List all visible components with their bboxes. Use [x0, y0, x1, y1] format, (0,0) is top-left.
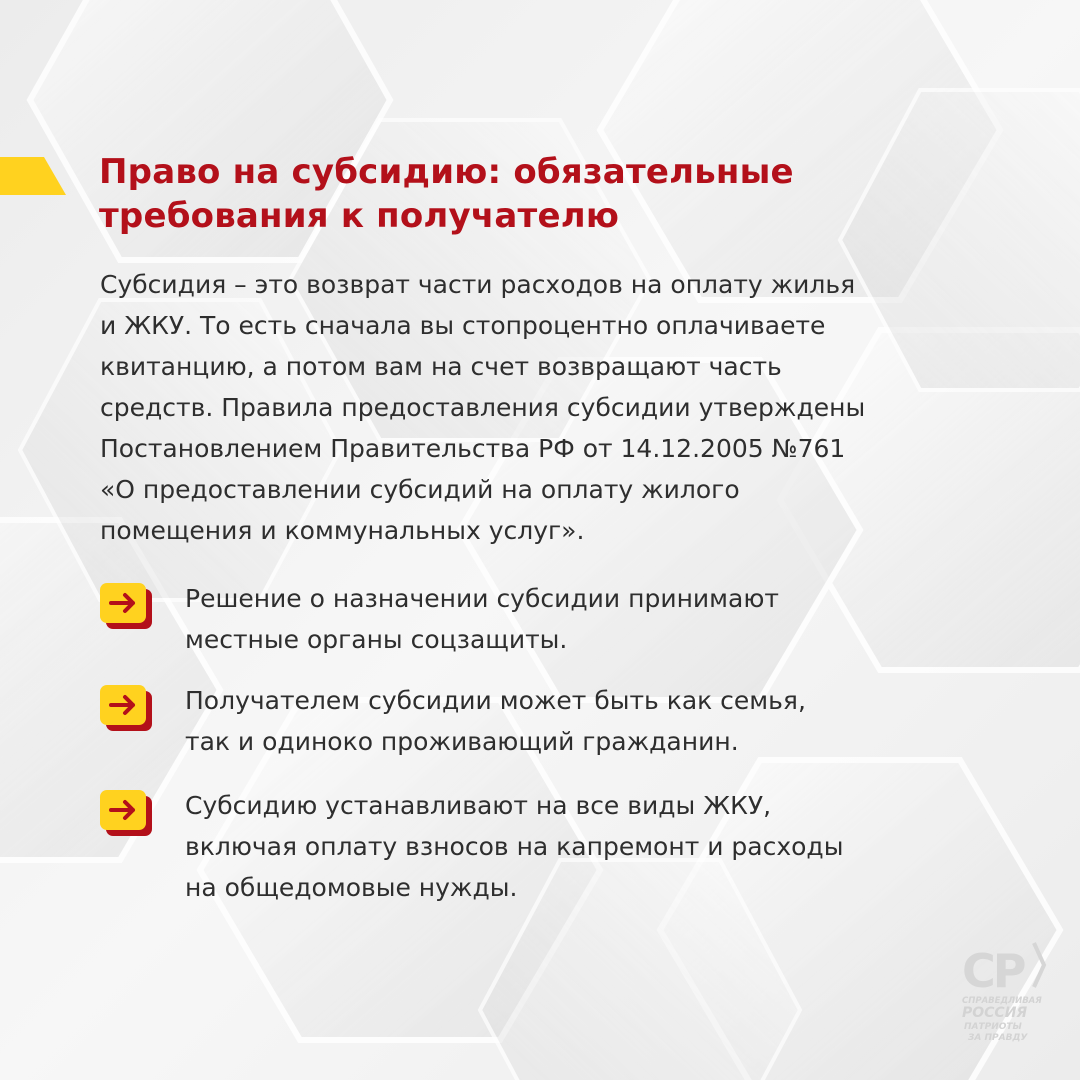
arrow-right-icon [100, 583, 154, 631]
logo-line: ЗА ПРАВДУ [968, 1033, 1028, 1043]
list-item-line: местные органы соцзащиты. [185, 625, 568, 654]
logo-line: СПРАВЕДЛИВАЯ [962, 996, 1042, 1006]
list-item-text [185, 578, 779, 660]
list-item-text [185, 680, 806, 762]
intro-line: Постановлением Правительства РФ от 14.12.2005 №761 [100, 434, 846, 463]
intro-line: квитанцию, а потом вам на счет возвращают часть [100, 352, 782, 381]
intro-line: Субсидия – это возврат части расходов на оплату жилья [100, 270, 856, 299]
arrow-right-icon [100, 790, 154, 838]
page-title [99, 150, 999, 238]
logo-mark: СР [962, 944, 1024, 998]
title-line: требования к получателю [99, 196, 620, 236]
intro-line: средств. Правила предоставления субсидии утверждены [100, 393, 866, 422]
list-item-line: включая оплату взносов на капремонт и расходы [185, 832, 844, 861]
yellow-accent-tab [0, 157, 66, 195]
list-item-text [185, 785, 843, 908]
list-item-line: Субсидию устанавливают на все виды ЖКУ, [185, 791, 772, 820]
party-logo [958, 935, 1048, 1045]
intro-line: помещения и коммунальных услуг». [100, 516, 585, 545]
list-item-line: Решение о назначении субсидии принимают [185, 584, 779, 613]
intro-line: и ЖКУ. То есть сначала вы стопроцентно оплачиваете [100, 311, 826, 340]
logo-line: РОССИЯ [962, 1005, 1028, 1021]
list-item-line: так и одиноко проживающий гражданин. [185, 727, 739, 756]
list-item-line: Получателем субсидии может быть как семья, [185, 686, 806, 715]
logo-line: ПАТРИОТЫ [964, 1022, 1022, 1032]
arrow-right-icon [100, 685, 154, 733]
intro-paragraph [100, 264, 1020, 551]
intro-line: «О предоставлении субсидий на оплату жилого [100, 475, 740, 504]
title-line: Право на субсидию: обязательные [99, 152, 794, 192]
list-item-line: на общедомовые нужды. [185, 873, 518, 902]
